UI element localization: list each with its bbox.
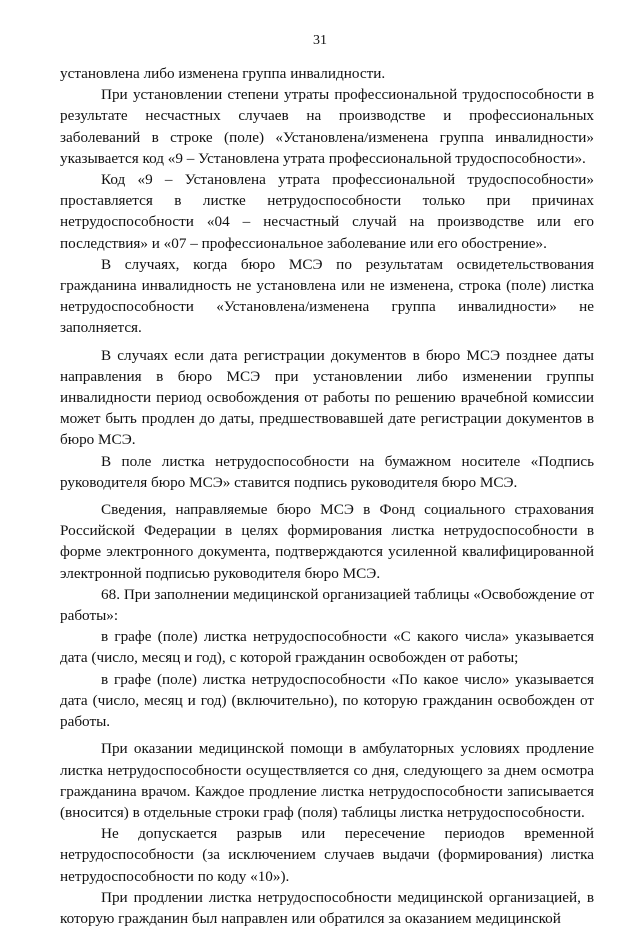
paragraph: При установлении степени утраты профессиональной трудоспособности в результате несчастных случаев на производстве и профессиональных заболеваний в строке (поле) «Установлена/изменена группа инвалидности» указывается код «9 – Установлена утрата профессиональной трудоспособности». (60, 86, 594, 167)
paragraph: При оказании медицинской помощи в амбулаторных условиях продление листка нетрудоспособности осуществляется со дня, следующего за днем осмотра гражданина врачом. Каждое продление листка нетрудоспособности записывается (вносится) в отдельные строки граф (поля) таблицы листка нетрудоспособности. (60, 740, 594, 821)
document-body (60, 63, 594, 929)
paragraph: установлена либо изменена группа инвалидности. (60, 65, 386, 82)
page-number: 31 (313, 33, 327, 48)
paragraph: Сведения, направляемые бюро МСЭ в Фонд социального страхования Российской Федерации в целях формирования листка нетрудоспособности в форме электронного документа, подтверждаются усиленной квалифицированной электронной подписью руководителя бюро МСЭ. (60, 501, 594, 582)
paragraph: В случаях, когда бюро МСЭ по результатам освидетельствования гражданина инвалидность не установлена или не изменена, строка (поле) листка нетрудоспособности «Установлена/изменена группа инвалидности» не заполняется. (60, 255, 594, 337)
paragraph: Не допускается разрыв или пересечение периодов временной нетрудоспособности (за исключением случаев выдачи (формирования) листка нетрудоспособности по коду «10»). (60, 825, 594, 885)
paragraph: При продлении листка нетрудоспособности медицинской организацией, в которую гражданин был направлен или обратился за оказанием медицинской (60, 888, 594, 927)
paragraph: в графе (поле) листка нетрудоспособности «По какое число» указывается дата (число, месяц и год) (включительно), по которую гражданин освобожден от работы. (60, 670, 594, 731)
paragraph: В случаях если дата регистрации документов в бюро МСЭ позднее даты направления в бюро МСЭ при установлении либо изменении группы инвалидности период освобождения от работы по решению врачебной комиссии может быть продлен до даты, предшествовавшей дате регистрации документов в бюро МСЭ. (60, 346, 594, 449)
paragraph: Код «9 – Установлена утрата профессиональной трудоспособности» проставляется в листке нетрудоспособности только при причинах нетрудоспособности «04 – несчастный случай на производстве или его последствия» и «07 – профессиональное заболевание или его обострение». (60, 171, 594, 252)
paragraph: в графе (поле) листка нетрудоспособности «С какого числа» указывается дата (число, месяц и год), с которой гражданин освобожден от работы; (60, 628, 594, 667)
paragraph: 68. При заполнении медицинской организацией таблицы «Освобождение от работы»: (60, 585, 594, 625)
paragraph: В поле листка нетрудоспособности на бумажном носителе «Подпись руководителя бюро МСЭ» ставится подпись руководителя бюро МСЭ. (60, 452, 594, 491)
